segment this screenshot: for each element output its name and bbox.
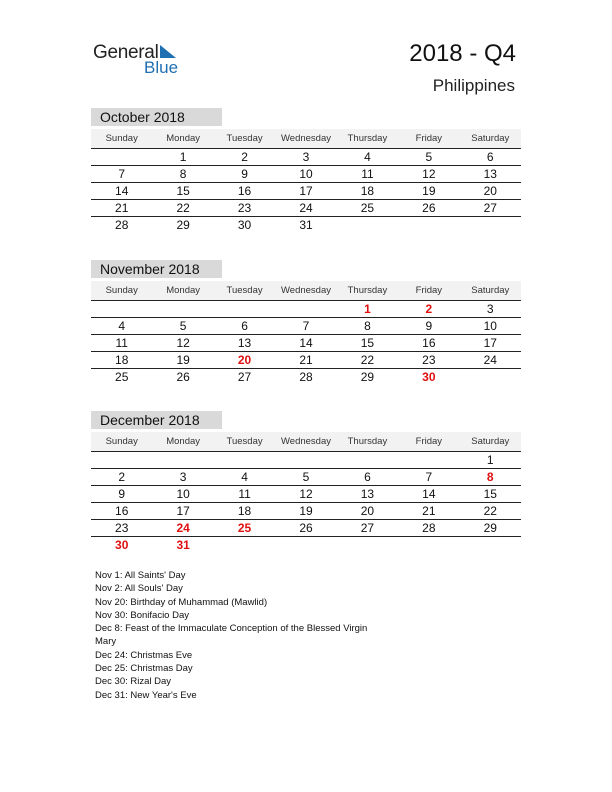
empty-day-cell — [275, 537, 336, 553]
day-cell: 29 — [176, 218, 190, 232]
logo-blue-text: Blue — [144, 58, 179, 77]
day-cell: 5 — [302, 470, 310, 484]
day-cell: 21 — [115, 201, 129, 215]
day-cell: 31 — [299, 218, 313, 232]
day-cell: 3 — [486, 302, 494, 316]
day-cell: 6 — [364, 470, 371, 484]
day-cell: 29 — [360, 370, 375, 384]
day-cell: 19 — [176, 353, 190, 367]
day-cell: 19 — [299, 504, 313, 518]
holiday-note: Dec 31: New Year's Eve — [95, 689, 197, 701]
day-cell: 6 — [486, 150, 494, 164]
week-row — [91, 217, 521, 233]
month-november — [91, 260, 521, 385]
holiday-note: Nov 20: Birthday of Muhammad (Mawlid) — [95, 596, 268, 608]
day-cell: 19 — [422, 184, 436, 198]
day-cell: 12 — [176, 336, 190, 350]
week-row — [91, 486, 521, 503]
day-cell: 29 — [483, 521, 497, 535]
empty-day-cell — [152, 301, 213, 317]
day-cell: 20 — [360, 504, 375, 518]
empty-day-cell — [275, 301, 336, 317]
weekday-label: Sunday — [105, 436, 138, 447]
weekday-label: Thursday — [347, 436, 388, 447]
week-row — [91, 520, 521, 537]
day-cell: 28 — [299, 370, 313, 384]
month-title: October 2018 — [91, 108, 222, 126]
page-title: 2018 - Q4 — [409, 40, 516, 67]
empty-day-cell — [91, 149, 152, 165]
day-cell: 3 — [179, 470, 187, 484]
month-title: November 2018 — [91, 260, 222, 278]
empty-day-cell — [337, 452, 398, 468]
day-cell: 9 — [241, 167, 248, 181]
weekday-label: Friday — [415, 285, 443, 296]
day-cell: 15 — [483, 487, 497, 501]
day-cell: 14 — [422, 487, 436, 501]
day-cell: 24 — [299, 201, 313, 215]
month-weeks — [91, 452, 521, 553]
week-row — [91, 335, 521, 352]
day-cell: 13 — [360, 487, 375, 501]
week-row — [91, 200, 521, 217]
day-cell: 14 — [299, 336, 313, 350]
day-cell: 9 — [425, 319, 433, 333]
day-cell: 13 — [483, 167, 497, 181]
weekday-label: Saturday — [471, 436, 510, 447]
week-row — [91, 469, 521, 486]
day-cell: 15 — [176, 184, 190, 198]
empty-day-cell — [460, 369, 521, 385]
holiday-note: Nov 30: Bonifacio Day — [95, 609, 189, 621]
week-row — [91, 149, 521, 166]
weekday-header — [91, 129, 521, 149]
day-cell: 8 — [179, 167, 187, 181]
day-cell: 1 — [486, 453, 494, 467]
empty-day-cell — [337, 537, 398, 553]
day-cell: 17 — [176, 504, 190, 518]
day-cell: 23 — [422, 353, 436, 367]
empty-day-cell — [460, 537, 521, 553]
empty-day-cell — [398, 537, 459, 553]
day-cell: 25 — [237, 521, 252, 535]
weekday-label: Wednesday — [280, 436, 331, 447]
day-cell: 10 — [483, 319, 497, 333]
day-cell: 30 — [237, 218, 252, 232]
day-cell: 7 — [302, 319, 310, 333]
day-cell: 2 — [241, 150, 248, 164]
day-cell: 18 — [115, 353, 129, 367]
day-cell: 15 — [360, 336, 375, 350]
holiday-note: Dec 25: Christmas Day — [95, 663, 193, 675]
day-cell: 26 — [422, 201, 436, 215]
week-row — [91, 537, 521, 553]
day-cell: 14 — [115, 184, 129, 198]
week-row — [91, 503, 521, 520]
day-cell: 18 — [237, 504, 252, 518]
weekday-label: Tuesday — [226, 285, 263, 296]
holiday-note: Dec 24: Christmas Eve — [95, 649, 193, 661]
day-cell: 22 — [176, 201, 190, 215]
day-cell: 11 — [115, 336, 128, 350]
day-cell: 23 — [115, 521, 129, 535]
generalblue-logo — [93, 42, 193, 78]
day-cell: 23 — [237, 201, 252, 215]
logo-triangle-icon — [160, 45, 176, 58]
day-cell: 12 — [422, 167, 436, 181]
weekday-label: Saturday — [471, 133, 510, 144]
day-cell: 26 — [176, 370, 190, 384]
weekday-label: Thursday — [347, 285, 388, 296]
day-cell: 17 — [483, 336, 497, 350]
day-cell: 3 — [302, 150, 310, 164]
day-cell: 24 — [483, 353, 497, 367]
day-cell: 1 — [364, 302, 371, 316]
day-cell: 4 — [241, 470, 248, 484]
weekday-label: Sunday — [105, 285, 138, 296]
day-cell: 1 — [179, 150, 187, 164]
week-row — [91, 183, 521, 200]
day-cell: 21 — [422, 504, 436, 518]
day-cell: 20 — [483, 184, 497, 198]
weekday-label: Thursday — [347, 133, 388, 144]
day-cell: 11 — [361, 167, 374, 181]
empty-day-cell — [214, 537, 275, 553]
month-title: December 2018 — [91, 411, 222, 429]
day-cell: 8 — [486, 470, 494, 484]
day-cell: 8 — [364, 319, 371, 333]
day-cell: 25 — [360, 201, 375, 215]
weekday-label: Wednesday — [280, 285, 331, 296]
day-cell: 5 — [179, 319, 187, 333]
day-cell: 28 — [115, 218, 129, 232]
week-row — [91, 318, 521, 335]
holiday-note: Dec 8: Feast of the Immaculate Conception of the Blessed Virgin — [95, 623, 368, 635]
day-cell: 27 — [483, 201, 497, 215]
holiday-note: Nov 1: All Saints' Day — [95, 570, 186, 581]
weekday-label: Sunday — [105, 133, 138, 144]
day-cell: 17 — [299, 184, 313, 198]
weekday-label: Tuesday — [226, 133, 263, 144]
empty-day-cell — [398, 217, 459, 233]
empty-day-cell — [152, 452, 213, 468]
day-cell: 7 — [425, 470, 433, 484]
day-cell: 30 — [115, 538, 129, 552]
weekday-label: Friday — [415, 133, 443, 144]
day-cell: 6 — [241, 319, 248, 333]
day-cell: 11 — [238, 487, 251, 501]
empty-day-cell — [214, 301, 275, 317]
day-cell: 27 — [237, 370, 252, 384]
day-cell: 21 — [299, 353, 313, 367]
day-cell: 16 — [422, 336, 436, 350]
empty-day-cell — [398, 452, 459, 468]
week-row — [91, 301, 521, 318]
day-cell: 2 — [118, 470, 126, 484]
weekday-header — [91, 281, 521, 301]
month-october — [91, 108, 521, 233]
day-cell: 27 — [360, 521, 375, 535]
day-cell: 16 — [237, 184, 252, 198]
day-cell: 4 — [364, 150, 371, 164]
day-cell: 22 — [483, 504, 497, 518]
month-december — [91, 411, 521, 553]
holiday-note: Dec 30: Rizal Day — [95, 676, 172, 688]
week-row — [91, 369, 521, 385]
day-cell: 20 — [237, 353, 252, 367]
day-cell: 16 — [115, 504, 129, 518]
empty-day-cell — [91, 301, 152, 317]
empty-day-cell — [91, 452, 152, 468]
country-name: Philippines — [432, 76, 515, 95]
day-cell: 22 — [360, 353, 375, 367]
week-row — [91, 452, 521, 469]
weekday-label: Monday — [166, 436, 201, 447]
holiday-note: Nov 2: All Souls' Day — [95, 583, 183, 595]
weekday-header — [91, 432, 521, 452]
empty-day-cell — [337, 217, 398, 233]
month-weeks — [91, 149, 521, 233]
day-cell: 7 — [118, 167, 126, 181]
empty-day-cell — [214, 452, 275, 468]
holiday-note: Mary — [95, 636, 117, 648]
day-cell: 30 — [422, 370, 436, 384]
day-cell: 12 — [299, 487, 313, 501]
day-cell: 10 — [176, 487, 190, 501]
weekday-label: Friday — [415, 436, 443, 447]
day-cell: 5 — [425, 150, 433, 164]
week-row — [91, 352, 521, 369]
weekday-label: Monday — [166, 285, 201, 296]
empty-day-cell — [275, 452, 336, 468]
day-cell: 31 — [176, 538, 190, 552]
day-cell: 13 — [237, 336, 252, 350]
weekday-label: Wednesday — [280, 133, 331, 144]
day-cell: 4 — [118, 319, 126, 333]
logo-general-text: General — [93, 42, 159, 63]
day-cell: 25 — [115, 370, 129, 384]
weekday-label: Saturday — [471, 285, 510, 296]
month-weeks — [91, 301, 521, 385]
empty-day-cell — [460, 217, 521, 233]
day-cell: 26 — [299, 521, 313, 535]
day-cell: 18 — [360, 184, 375, 198]
weekday-label: Monday — [166, 133, 201, 144]
day-cell: 24 — [176, 521, 190, 535]
weekday-label: Tuesday — [226, 436, 263, 447]
day-cell: 28 — [422, 521, 436, 535]
holiday-notes — [95, 569, 367, 702]
week-row — [91, 166, 521, 183]
day-cell: 10 — [299, 167, 313, 181]
day-cell: 2 — [425, 302, 433, 316]
day-cell: 9 — [118, 487, 126, 501]
